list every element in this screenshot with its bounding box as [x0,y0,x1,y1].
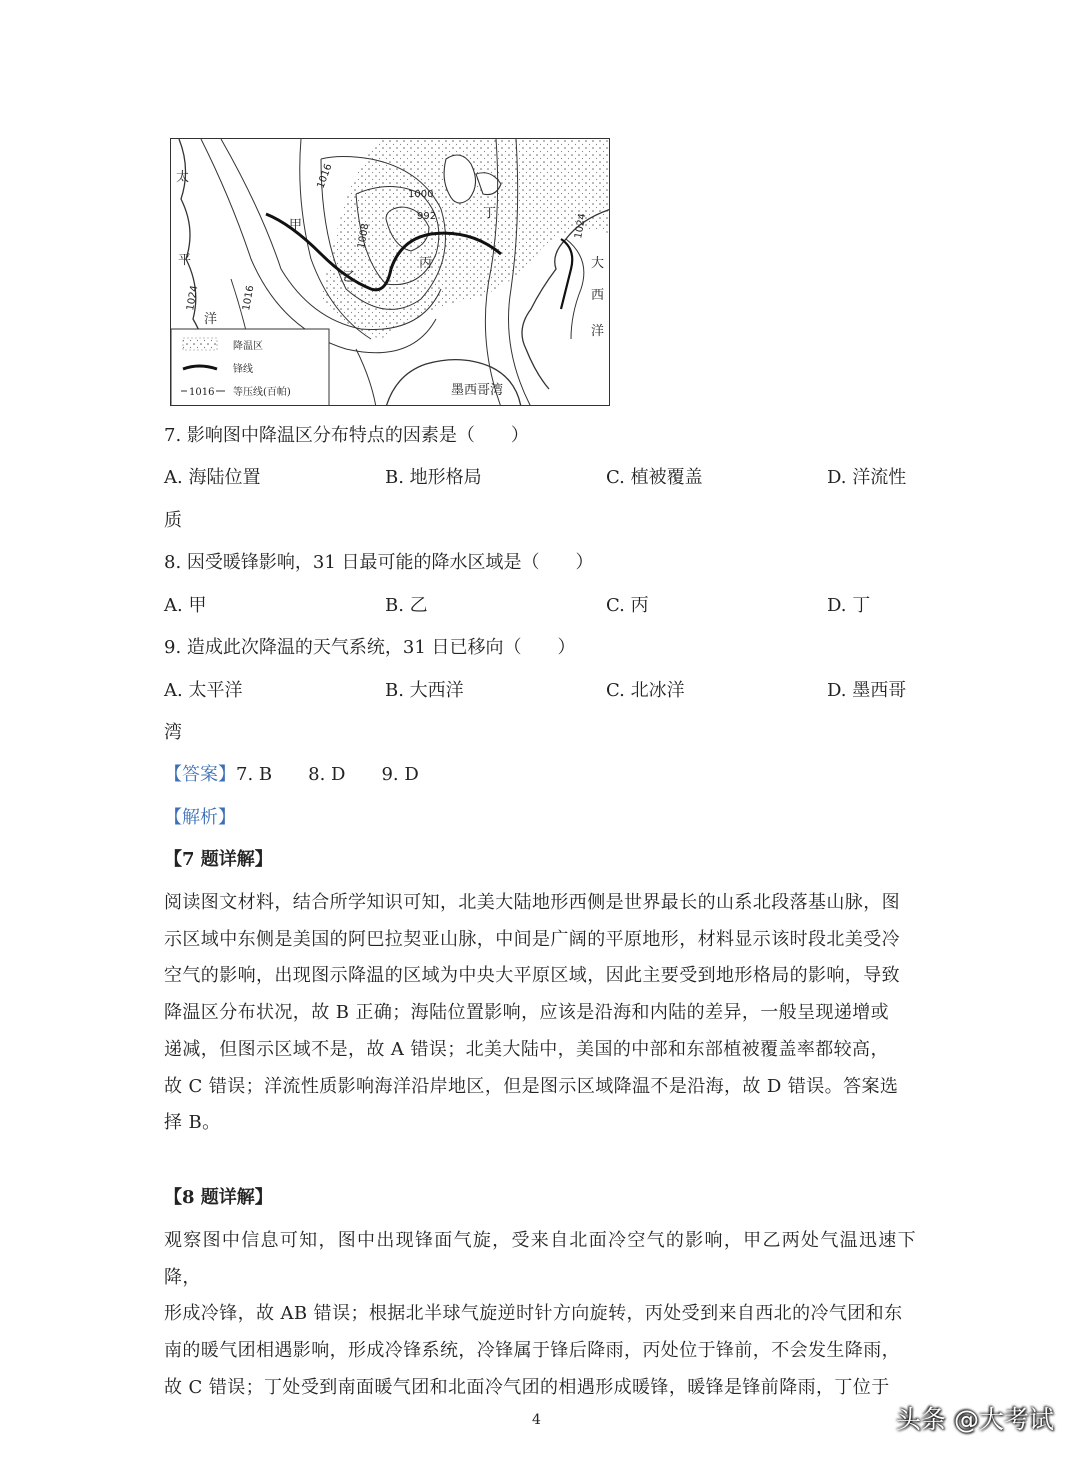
q7-option-a: A. 海陆位置 [164,467,261,488]
isobar-label-1024-e: 1024 [573,212,589,240]
legend-front: 锋线 [233,364,253,375]
question-7-stem: 7. 影响图中降温区分布特点的因素是（ ） [164,425,529,446]
q9-option-d-wrap: 湾 [164,722,182,743]
detail-7-line: 阅读图文材料，结合所学知识可知，北美大陆地形西侧是世界最长的山系北段落基山脉，图 [164,892,900,913]
map-label-gulf: 墨西哥湾 [451,383,504,398]
detail-7-line: 择 B。 [164,1112,221,1134]
q9-option-a: A. 太平洋 [164,680,243,701]
q7-option-c: C. 植被覆盖 [606,467,703,488]
map-label-yang-w: 洋 [204,312,218,327]
detail-7-line: 空气的影响，出现图示降温的区域为中央大平原区域，因此主要受到地形格局的影响，导致 [164,965,900,987]
q9-option-c: C. 北冰洋 [606,680,685,701]
map-legend [171,329,329,406]
detail-7-title: 【7 题详解】 [164,849,273,870]
map-label-jia: 甲 [289,218,303,233]
detail-8-line: 形成冷锋，故 AB 错误；根据北半球气旋逆时针方向旋转，丙处受到来自西北的冷气团和东 [164,1303,903,1325]
q9-option-d: D. 墨西哥 [827,680,907,701]
detail-7-line: 降温区分布状况，故 B 正确；海陆位置影响，应该是沿海和内陆的差异，一般呈现递增或 [164,1002,890,1024]
detail-8-body [164,1223,916,1407]
weather-map-svg [171,139,610,406]
q7-option-b: B. 地形格局 [385,467,482,488]
question-8-stem: 8. 因受暖锋影响，31 日最可能的降水区域是（ ） [164,552,594,573]
map-label-tai: 太 [176,170,190,185]
detail-7-line: 递减，但图示区域不是，故 A 错误；北美大陆中，美国的中部和东部植被覆盖率都较高， [164,1038,889,1060]
weather-map-figure [170,138,610,406]
q7-option-d-wrap: 质 [164,510,182,531]
detail-7-line: 故 C 错误；洋流性质影响海洋沿岸地区，但是图示区域降温不是沿海，故 D 错误。答案选 [164,1075,899,1097]
analysis-tag: 【解析】 [164,807,236,828]
front-line-east [561,239,572,309]
q8-option-b: B. 乙 [385,595,428,616]
isobar-label-1016-a: 1016 [315,162,335,191]
answer-line [164,763,419,787]
isobar-label-1000: 1000 [408,189,434,200]
q8-option-c: C. 丙 [606,595,649,616]
detail-8-line: 南的暖气团相遇影响，形成冷锋系统，冷锋属于锋后降雨，丙处位于锋前，不会发生降雨， [164,1340,900,1362]
map-label-bing: 丙 [419,256,433,271]
isobar-label-1024-w: 1024 [185,284,201,312]
question-9-stem: 9. 造成此次降温的天气系统，31 日已移向（ ） [164,637,576,658]
q8-option-d: D. 丁 [827,595,871,616]
map-label-ping: 平 [178,253,192,268]
detail-8-line: 故 C 错误；丁处受到南面暖气团和北面冷气团的相遇形成暖锋，暖锋是锋前降雨，丁位于 [164,1376,890,1398]
q9-option-b: B. 大西洋 [385,680,464,701]
answer-text: 7. B 8. D 9. D [236,764,419,785]
q7-option-d: D. 洋流性 [827,467,907,488]
detail-8-title: 【8 题详解】 [164,1187,273,1208]
q8-option-a: A. 甲 [164,595,207,616]
map-label-yang-e: 洋 [591,324,605,339]
detail-8-line: 观察图中信息可知，图中出现锋面气旋，受来自北面冷空气的影响，甲乙两处气温迅速下降， [164,1230,916,1288]
legend-isobar-sample: 1016 [189,387,215,398]
map-label-yi: 乙 [343,270,357,285]
map-label-ding: 丁 [483,206,497,221]
answer-tag: 【答案】 [164,764,236,785]
isobar-label-1008: 1008 [356,222,372,250]
watermark: 头条 @大考试 [896,1405,1054,1434]
page-number: 4 [532,1412,541,1428]
isobar-label-1016-b: 1016 [241,284,257,312]
legend-cooling: 降温区 [233,341,263,352]
map-label-da: 大 [591,256,605,271]
isobar-label-992: 992 [417,211,437,222]
legend-isobar: 等压线(百帕) [233,387,291,398]
detail-7-line: 示区域中东侧是美国的阿巴拉契亚山脉，中间是广阔的平原地形，材料显示该时段北美受冷 [164,928,900,950]
detail-7-body [164,885,916,1142]
map-label-xi: 西 [591,288,605,303]
